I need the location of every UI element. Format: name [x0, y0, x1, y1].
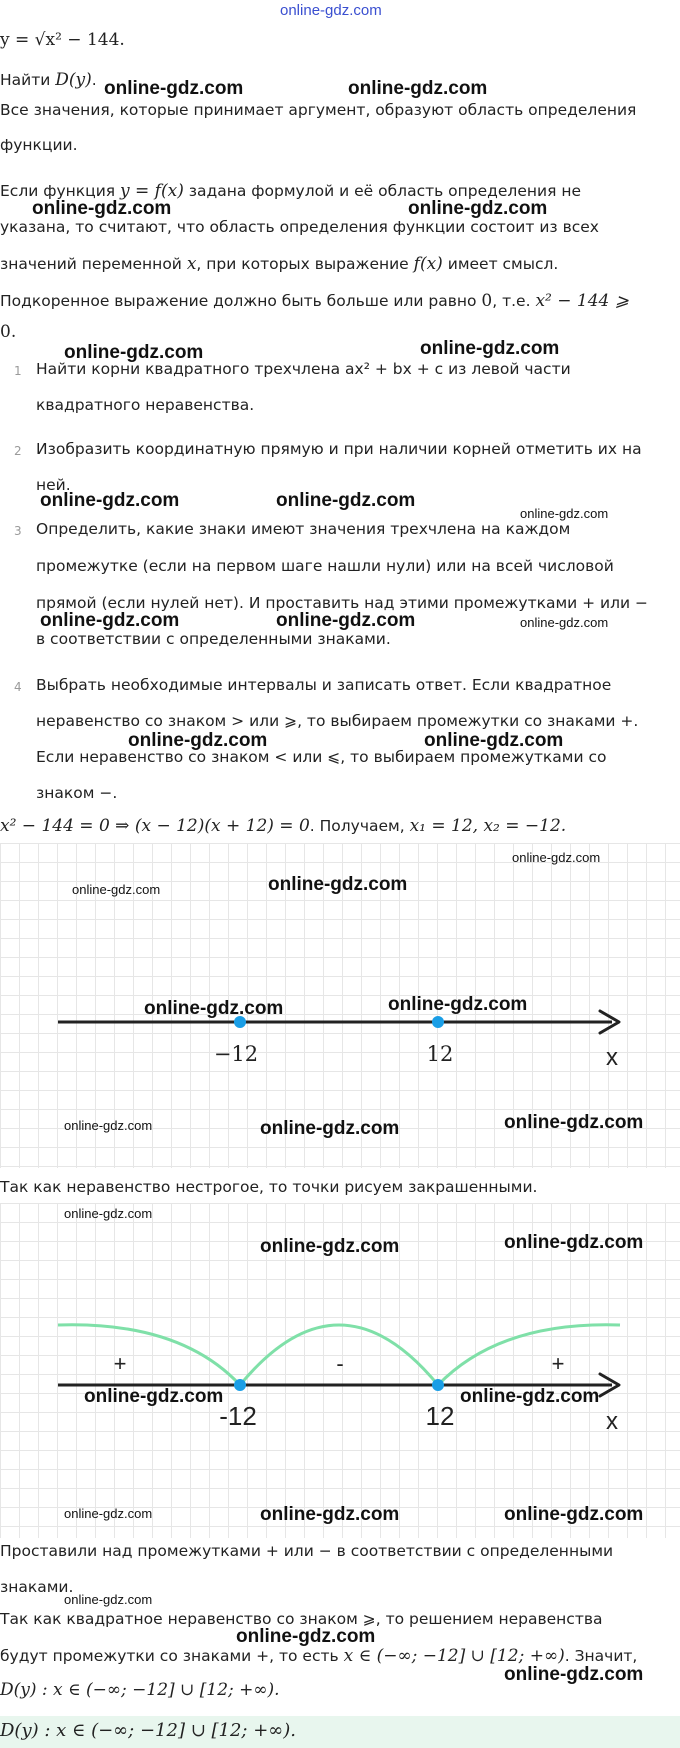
watermark: online-gdz.com: [64, 342, 204, 363]
watermark: online-gdz.com: [520, 506, 609, 521]
watermark: online-gdz.com: [424, 730, 564, 751]
step-number: 2: [14, 444, 22, 458]
watermark: online-gdz.com: [348, 78, 488, 99]
watermark: online-gdz.com: [388, 994, 528, 1015]
signs-line-2: знаками.: [0, 1578, 74, 1596]
axis-label-x: x: [606, 1044, 618, 1071]
axis-label-x: x: [606, 1408, 618, 1435]
step-line: Изобразить координатную прямую и при наличии корней отметить их на: [36, 440, 642, 458]
step-line: Если неравенство со знаком < или ⩽, то выбираем промежутками со: [36, 748, 607, 766]
answer-text: D(y) : x ∈ (−∞; −12] ∪ [12; +∞).: [0, 1720, 297, 1741]
watermark: online-gdz.com: [40, 490, 180, 511]
watermark: online-gdz.com: [420, 338, 560, 359]
step-line: Определить, какие знаки имеют значения трехчлена на каждом: [36, 520, 571, 538]
solution-line-2: будут промежутки со знаками +, то есть x ∈ (−∞; −12] ∪ [12; +∞). Значит,: [0, 1646, 638, 1666]
roots-line: x² − 144 = 0 ⇒ (x − 12)(x + 12) = 0. Получаем, x₁ = 12, x₂ = −12.: [0, 816, 567, 836]
watermark: online-gdz.com: [504, 1504, 644, 1525]
step-line: квадратного неравенства.: [36, 396, 255, 414]
watermark: online-gdz.com: [104, 78, 244, 99]
tick-label-minus-12: −12: [213, 1042, 259, 1066]
formula: y = √x² − 144.: [0, 30, 125, 50]
watermark: online-gdz.com: [276, 490, 416, 511]
watermark: online-gdz.com: [520, 615, 609, 630]
watermark: online-gdz.com: [408, 198, 548, 219]
watermark: online-gdz.com: [64, 1506, 153, 1521]
watermark: online-gdz.com: [64, 1206, 153, 1221]
step-line: Выбрать необходимые интервалы и записать ответ. Если квадратное: [36, 676, 612, 694]
signs-line-1: Проставили над промежутками + или − в соответствии с определенными: [0, 1542, 614, 1560]
step-line: Найти корни квадратного трехчлена ax² + bx + c из левой части: [36, 360, 571, 378]
tick-label-minus-12: -12: [219, 1401, 257, 1431]
watermark: online-gdz.com: [236, 1626, 376, 1647]
watermark: online-gdz.com: [64, 1118, 153, 1133]
watermark: online-gdz.com: [504, 1664, 644, 1685]
watermark: online-gdz.com: [260, 1118, 400, 1139]
root-point-minus-12: [234, 1379, 246, 1391]
watermark: online-gdz.com: [276, 610, 416, 631]
sign-plus-left: +: [113, 1351, 127, 1376]
domain-rule-line-2: указана, то считают, что область определения функции состоит из всех: [0, 218, 599, 236]
watermark: online-gdz.com: [84, 1386, 224, 1407]
find-line: Найти D(y).: [0, 70, 97, 90]
sign-minus-middle: -: [336, 1351, 344, 1376]
watermark: online-gdz.com: [260, 1236, 400, 1257]
step-line: неравенство со знаком > или ⩾, то выбираем промежутки со знаками +.: [36, 712, 639, 730]
step-line: ней.: [36, 476, 71, 494]
solution-line-1: Так как квадратное неравенство со знаком ⩾, то решением неравенства: [0, 1610, 603, 1628]
domain-rule-line-3: значений переменной x, при которых выражение f(x) имеет смысл.: [0, 254, 559, 274]
root-point-12: [432, 1016, 444, 1028]
definition-line-2: функции.: [0, 136, 78, 154]
root-point-12: [432, 1379, 444, 1391]
closed-points-note: Так как неравенство нестрогое, то точки рисуем закрашенными.: [0, 1178, 538, 1196]
radicand-condition-line-1: Подкоренное выражение должно быть больше или равно 0, т.е. x² − 144 ⩾: [0, 291, 629, 311]
radicand-condition-line-2: 0.: [0, 322, 17, 342]
step-line: знаком −.: [36, 784, 118, 802]
solution-line-3: D(y) : x ∈ (−∞; −12] ∪ [12; +∞).: [0, 1680, 280, 1700]
answer-box: [0, 1716, 680, 1748]
watermark: online-gdz.com: [64, 1592, 153, 1607]
watermark: online-gdz.com: [460, 1386, 600, 1407]
sign-plus-right: +: [551, 1351, 565, 1376]
step-number: 3: [14, 524, 22, 538]
step-line: в соответствии с определенными знаками.: [36, 630, 391, 648]
watermark: online-gdz.com: [260, 1504, 400, 1525]
watermark: online-gdz.com: [144, 998, 284, 1019]
step-number: 1: [14, 364, 22, 378]
sign-arc-right: [438, 1325, 620, 1385]
watermark: online-gdz.com: [32, 198, 172, 219]
watermark: online-gdz.com: [72, 882, 161, 897]
watermark: online-gdz.com: [40, 610, 180, 631]
watermark: online-gdz.com: [128, 730, 268, 751]
domain-rule-line-1: Если функция y = f(x) задана формулой и её область определения не: [0, 181, 581, 201]
tick-label-12: 12: [425, 1401, 455, 1431]
tick-label-12: 12: [426, 1042, 454, 1066]
watermark: online-gdz.com: [512, 850, 601, 865]
site-header[interactable]: online-gdz.com: [280, 2, 382, 19]
step-number: 4: [14, 680, 22, 694]
sign-arc-left: [58, 1325, 240, 1385]
definition-line-1: Все значения, которые принимает аргумент, образуют область определения: [0, 101, 637, 119]
step-line: прямой (если нулей нет). И проставить над этими промежутками + или −: [36, 594, 649, 612]
watermark: online-gdz.com: [268, 874, 408, 895]
watermark: online-gdz.com: [504, 1112, 644, 1133]
step-line: промежутке (если на первом шаге нашли нули) или на всей числовой: [36, 557, 614, 575]
watermark: online-gdz.com: [504, 1232, 644, 1253]
